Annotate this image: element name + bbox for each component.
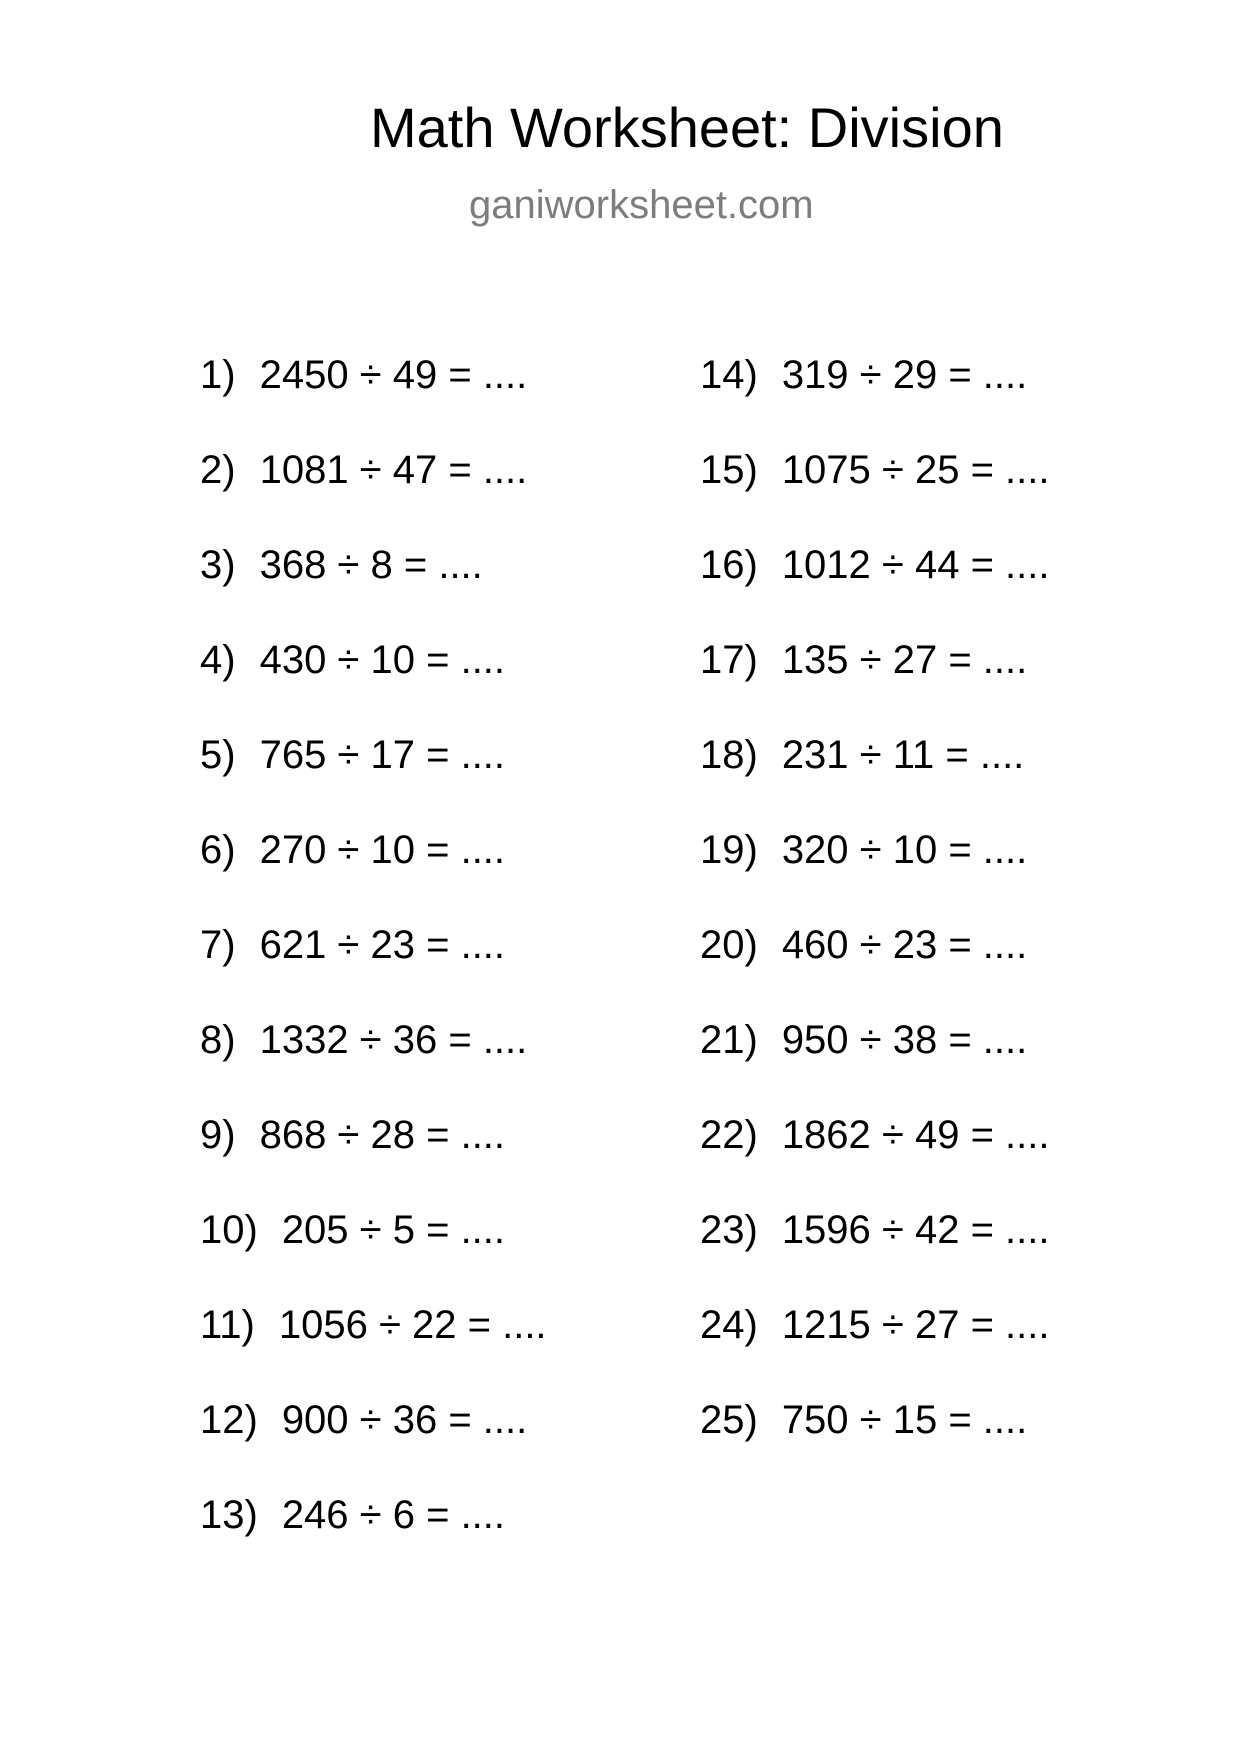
problem-17 [700,640,1200,735]
problem-expression: 750 ÷ 15 = .... [781,1398,1028,1442]
problem-number: 4) [200,638,236,682]
problem-11 [200,1305,700,1400]
problem-expression: 1862 ÷ 49 = .... [781,1113,1050,1157]
problem-expression: 868 ÷ 28 = .... [259,1113,506,1157]
problem-expression: 319 ÷ 29 = .... [781,353,1028,397]
problem-number: 20) [700,923,758,967]
problem-number: 6) [200,828,236,872]
problem-number: 12) [200,1398,258,1442]
worksheet-title: Math Worksheet: Division [370,96,1004,159]
problem-number: 1) [200,353,236,397]
problem-expression: 2450 ÷ 49 = .... [259,353,528,397]
problem-20 [700,925,1200,1020]
problem-expression: 320 ÷ 10 = .... [781,828,1028,872]
problem-expression: 1012 ÷ 44 = .... [781,543,1050,587]
problem-12 [200,1400,700,1495]
problem-expression: 231 ÷ 11 = .... [781,733,1025,777]
problem-expression: 765 ÷ 17 = .... [259,733,506,777]
problem-number: 10) [200,1208,258,1252]
problem-expression: 368 ÷ 8 = .... [259,543,483,587]
problem-expression: 1215 ÷ 27 = .... [781,1303,1050,1347]
problem-5 [200,735,700,830]
problem-expression: 460 ÷ 23 = .... [781,923,1028,967]
problem-3 [200,545,700,640]
problem-19 [700,830,1200,925]
problem-9 [200,1115,700,1210]
problem-number: 17) [700,638,758,682]
problem-expression: 900 ÷ 36 = .... [281,1398,528,1442]
problem-number: 13) [200,1493,258,1537]
problem-6 [200,830,700,925]
problem-8 [200,1020,700,1115]
problem-number: 16) [700,543,758,587]
problem-expression: 430 ÷ 10 = .... [259,638,506,682]
problem-expression: 621 ÷ 23 = .... [259,923,506,967]
problem-column-right [700,355,1200,1495]
problem-number: 18) [700,733,758,777]
problem-column-left [200,355,700,1590]
problem-16 [700,545,1200,640]
problem-21 [700,1020,1200,1115]
problem-expression: 950 ÷ 38 = .... [781,1018,1028,1062]
problem-number: 24) [700,1303,758,1347]
problem-1 [200,355,700,450]
problem-number: 21) [700,1018,758,1062]
problem-number: 7) [200,923,236,967]
problem-expression: 1056 ÷ 22 = .... [278,1303,547,1347]
problem-number: 14) [700,353,758,397]
problem-expression: 135 ÷ 27 = .... [781,638,1028,682]
problem-18 [700,735,1200,830]
problem-25 [700,1400,1200,1495]
problem-15 [700,450,1200,545]
problem-4 [200,640,700,735]
problem-number: 19) [700,828,758,872]
problem-24 [700,1305,1200,1400]
problem-number: 11) [200,1303,255,1347]
problem-expression: 1075 ÷ 25 = .... [781,448,1050,492]
problem-expression: 1332 ÷ 36 = .... [259,1018,528,1062]
problem-22 [700,1115,1200,1210]
problem-7 [200,925,700,1020]
problem-number: 25) [700,1398,758,1442]
worksheet-source: ganiworksheet.com [469,183,814,227]
problem-expression: 205 ÷ 5 = .... [281,1208,506,1252]
problem-23 [700,1210,1200,1305]
problem-number: 5) [200,733,236,777]
problem-expression: 246 ÷ 6 = .... [281,1493,506,1537]
problem-expression: 270 ÷ 10 = .... [259,828,506,872]
problem-number: 9) [200,1113,236,1157]
problem-expression: 1596 ÷ 42 = .... [781,1208,1050,1252]
problem-number: 2) [200,448,236,492]
problem-10 [200,1210,700,1305]
problem-number: 15) [700,448,758,492]
problem-2 [200,450,700,545]
problem-number: 3) [200,543,236,587]
problem-13 [200,1495,700,1590]
problem-number: 23) [700,1208,758,1252]
problem-14 [700,355,1200,450]
problem-number: 8) [200,1018,236,1062]
problem-expression: 1081 ÷ 47 = .... [259,448,528,492]
problem-number: 22) [700,1113,758,1157]
